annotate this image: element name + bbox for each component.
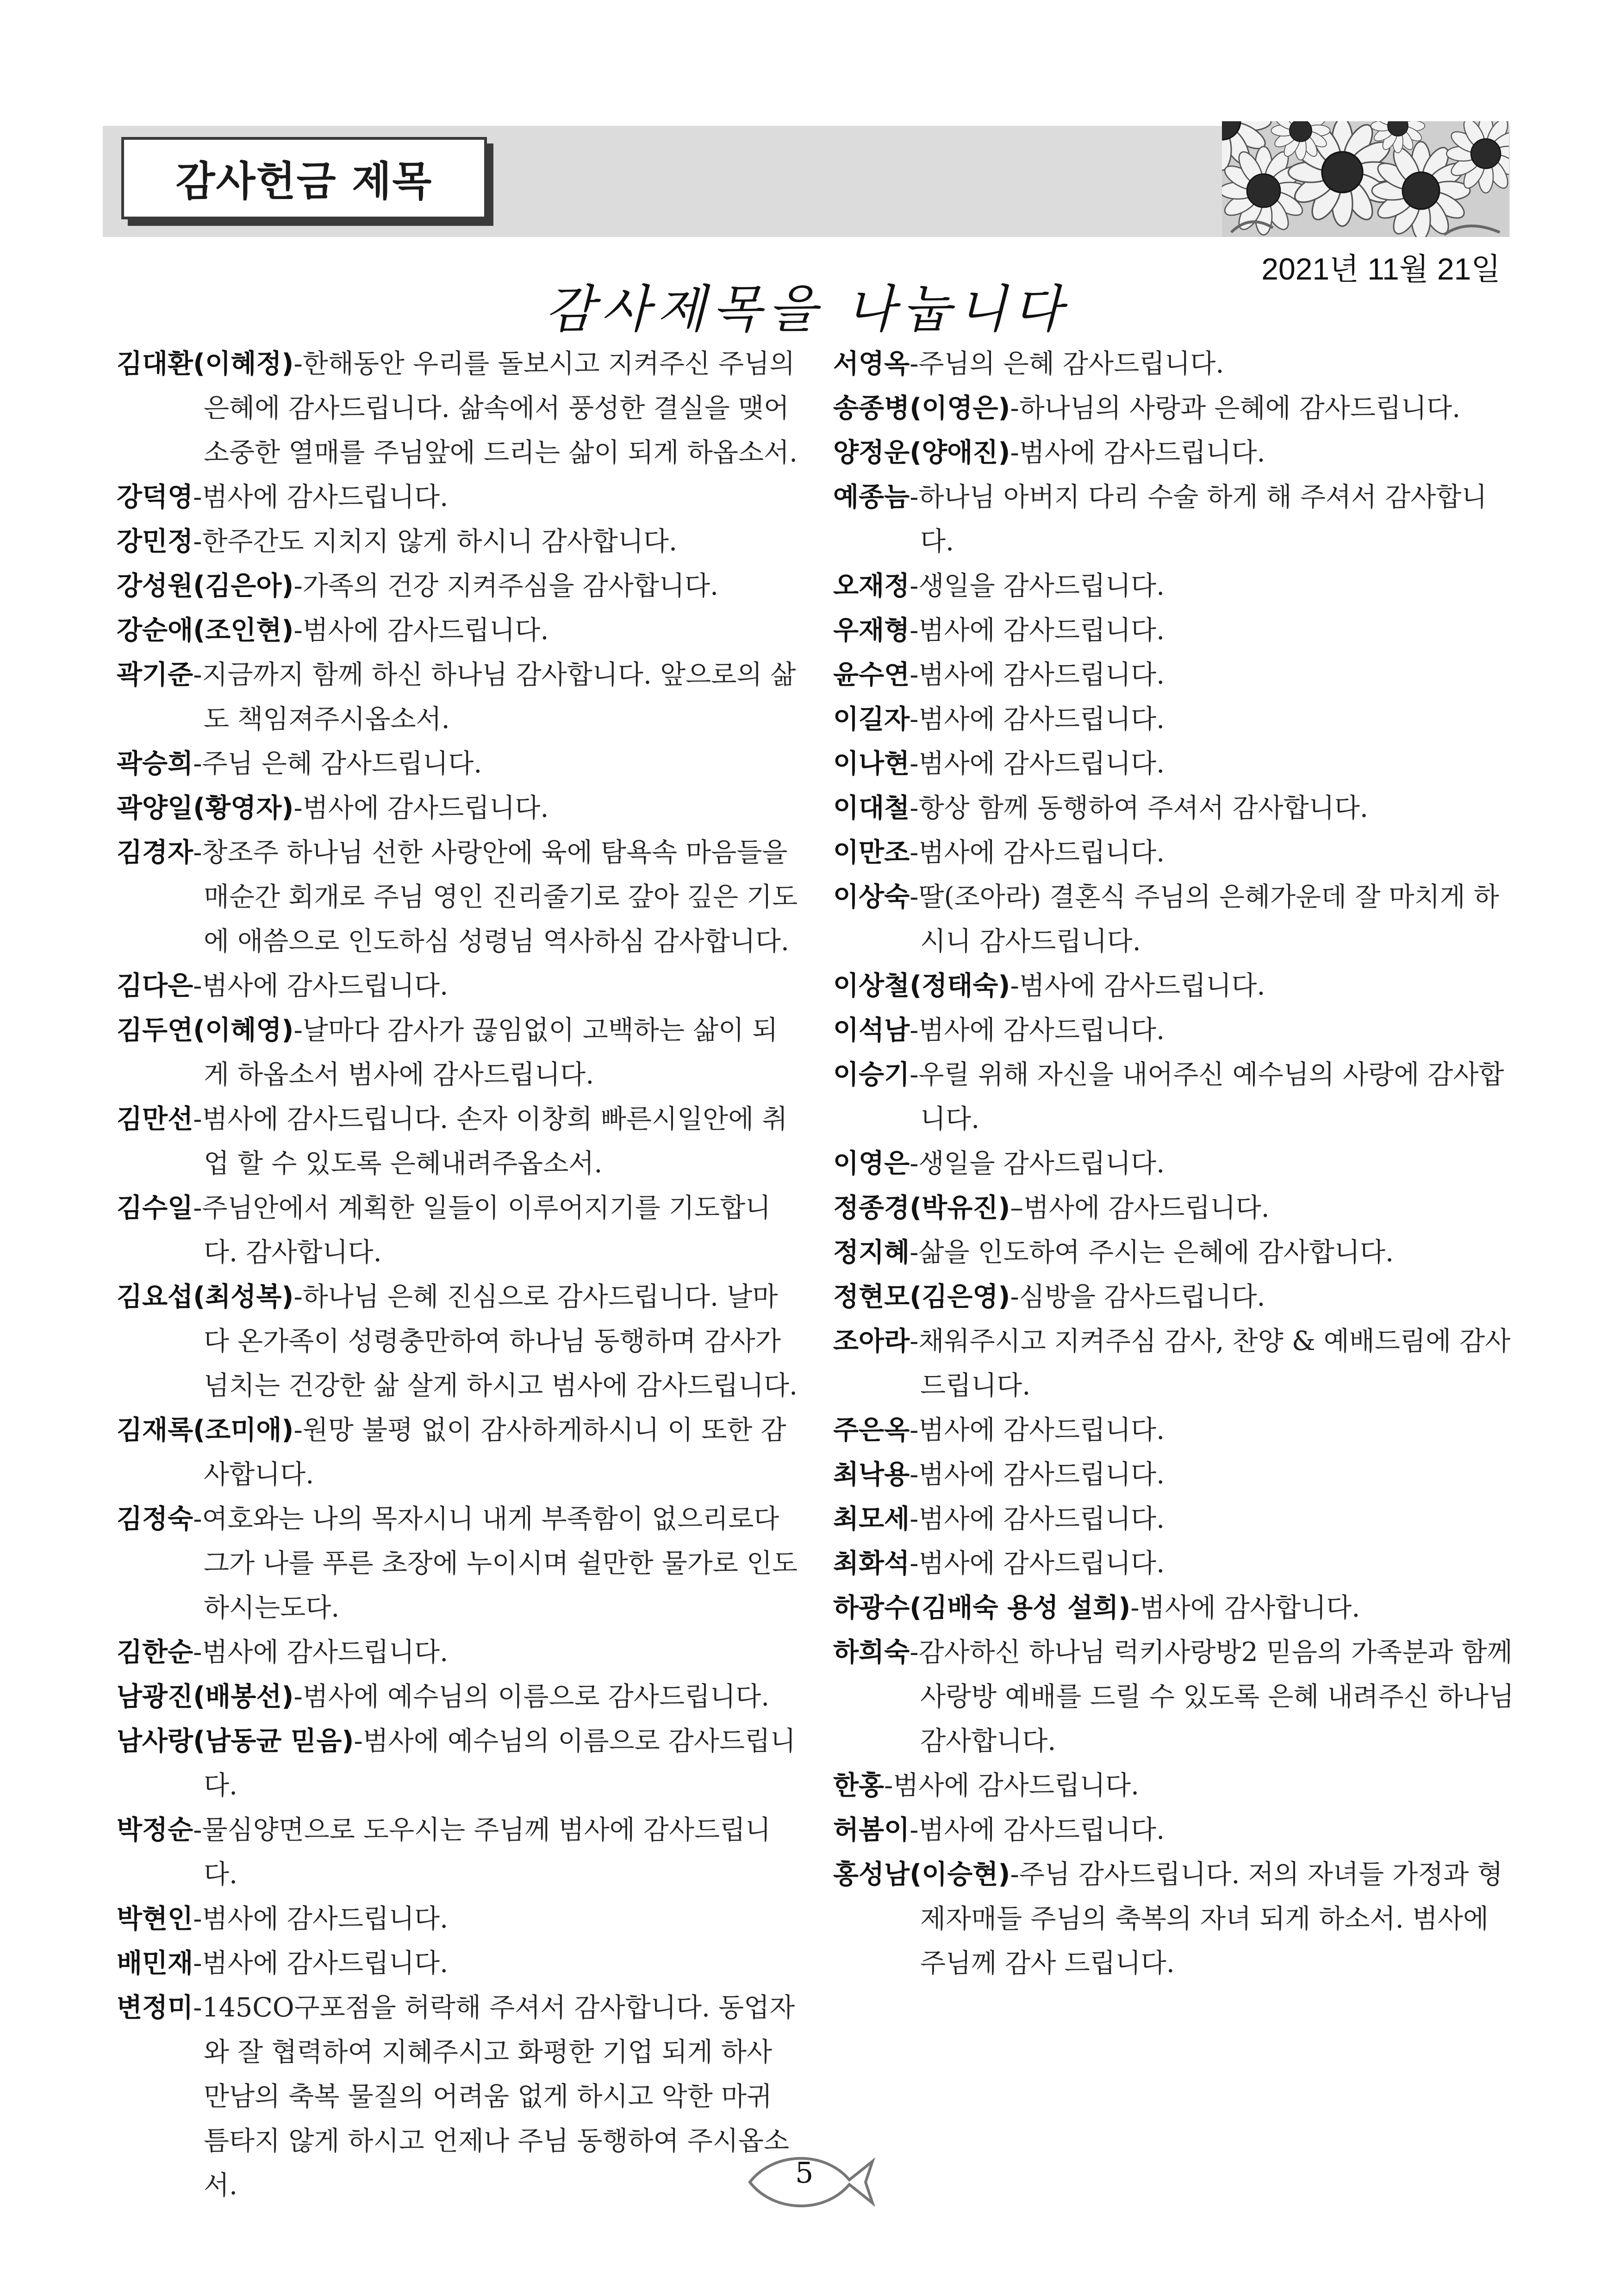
entry-name: 강덕영 <box>117 482 193 512</box>
prayer-entry <box>833 653 1518 697</box>
entry-name: 정현모(김은영) <box>833 1282 1010 1312</box>
entry-text: -범사에 감사드립니다. <box>193 971 449 1001</box>
entry-name: 곽기준 <box>117 660 193 690</box>
entry-text: -한주간도 지치지 않게 하시니 감사합니다. <box>193 526 678 557</box>
entry-text: -채워주시고 지켜주심 감사, 찬양 & 예배드림에 감사드립니다. <box>910 1326 1511 1401</box>
entry-name: 이만조 <box>833 837 910 868</box>
entry-name: 주은옥 <box>833 1415 910 1445</box>
prayer-entry <box>833 1763 1518 1808</box>
right-column <box>833 342 1518 1985</box>
page-number-badge <box>741 2147 879 2217</box>
prayer-entry <box>117 1275 802 1408</box>
entry-text: -범사에 예수님의 이름으로 감사드립니다. <box>204 1726 796 1801</box>
prayer-entry <box>117 608 802 653</box>
entry-text: -범사에 감사합니다. <box>1130 1593 1360 1623</box>
entry-name: 우재형 <box>833 615 910 646</box>
entry-text: -항상 함께 동행하여 주셔서 감사합니다. <box>910 793 1369 823</box>
entry-text: -날마다 감사가 끊임없이 고백하는 삶이 되게 하옵소서 범사에 감사드립니다. <box>204 1015 778 1090</box>
entry-text: -범사에 감사드립니다. <box>910 704 1165 734</box>
entry-text: -여호와는 나의 목자시니 내게 부족함이 없으리로다 그가 나를 푸른 초장에 누이시며 쉴만한 물가로 인도하시는도다. <box>193 1504 798 1623</box>
entry-text: -주님의 은혜 감사드립니다. <box>910 348 1224 379</box>
prayer-entry <box>833 342 1518 386</box>
entry-name: 윤수연 <box>833 660 910 690</box>
entry-text: -주님안에서 계획한 일들이 이루어지기를 기도합니다. 감사합니다. <box>193 1193 771 1268</box>
entry-text: -생일을 감사드립니다. <box>910 1148 1165 1179</box>
entry-name: 강성원(김은아) <box>117 571 294 601</box>
entry-text: -범사에 감사드립니다. <box>910 1015 1165 1045</box>
entry-name: 허봄이 <box>833 1815 910 1845</box>
entry-name: 최낙용 <box>833 1459 910 1490</box>
left-column <box>117 342 802 2208</box>
entry-name: 하광수(김배숙 용성 설희) <box>833 1593 1131 1623</box>
prayer-entry <box>117 1674 802 1719</box>
entry-name: 서영옥 <box>833 348 910 379</box>
entry-name: 변정미 <box>117 1992 193 2023</box>
section-title: 감사헌금 제목 <box>175 157 433 205</box>
entry-text: -범사에 감사드립니다. <box>293 793 549 823</box>
entry-text: -범사에 감사드립니다. <box>910 660 1165 690</box>
prayer-entry <box>117 1408 802 1497</box>
entry-text: -범사에 감사드립니다. <box>884 1770 1140 1801</box>
entry-name: 이영은 <box>833 1148 910 1179</box>
page-number: 5 <box>795 2156 814 2190</box>
entry-name: 김만선 <box>117 1104 193 1134</box>
prayer-entry <box>833 786 1518 830</box>
prayer-entry <box>117 1008 802 1097</box>
entry-text: -범사에 예수님의 이름으로 감사드립니다. <box>293 1681 770 1712</box>
prayer-entry <box>833 1186 1518 1230</box>
entry-name: 곽양일(황영자) <box>117 793 294 823</box>
entry-text: -하나님의 사랑과 은혜에 감사드립니다. <box>1010 393 1461 423</box>
prayer-entry <box>833 1452 1518 1497</box>
entry-text: -범사에 감사드립니다. <box>910 1459 1165 1490</box>
issue-date: 2021년 11월 21일 <box>1261 252 1501 286</box>
sunflower-illustration <box>1222 121 1509 237</box>
entry-text: -범사에 감사드립니다. <box>193 1948 449 1979</box>
prayer-entry <box>117 1808 802 1897</box>
prayer-entry <box>833 697 1518 741</box>
prayer-entry <box>833 1275 1518 1319</box>
entry-text: -주님 은혜 감사드립니다. <box>193 748 482 779</box>
section-title-box <box>121 137 487 219</box>
entry-name: 오재정 <box>833 571 910 601</box>
prayer-entry <box>833 1852 1518 1985</box>
prayer-entry <box>117 1497 802 1630</box>
entry-name: 김경자 <box>117 837 193 868</box>
entry-text: -물심양면으로 도우시는 주님께 범사에 감사드립니다. <box>193 1815 771 1890</box>
entry-text: -범사에 감사드립니다. <box>1010 971 1265 1001</box>
entry-name: 김한순 <box>117 1637 193 1668</box>
entry-text: -하나님 아버지 다리 수술 하게 해 주셔서 감사합니다. <box>910 482 1487 557</box>
entry-name: 남광진(배봉선) <box>117 1681 294 1712</box>
entry-text: –범사에 감사드립니다. <box>1010 1193 1270 1223</box>
entry-text: -145CO구포점을 허락해 주셔서 감사합니다. 동업자와 잘 협력하여 지혜주시고 화평한 기업 되게 하사 만남의 축복 물질의 어려움 없게 하시고 악한 마귀 틈타지 않게 하시고 언제나 주님 동행하여 주시옵소서. <box>193 1992 795 2201</box>
entry-name: 김요섭(최성복) <box>117 1282 294 1312</box>
prayer-entry <box>833 1497 1518 1541</box>
prayer-entry <box>117 786 802 830</box>
prayer-entry <box>117 1097 802 1186</box>
entry-name: 강순애(조인현) <box>117 615 294 646</box>
entry-name: 양정운(양애진) <box>833 437 1010 468</box>
prayer-entry <box>833 964 1518 1008</box>
prayer-entry <box>833 1008 1518 1052</box>
entry-name: 김수일 <box>117 1193 193 1223</box>
entry-text: -생일을 감사드립니다. <box>910 571 1165 601</box>
entry-name: 곽승희 <box>117 748 193 779</box>
entry-name: 한홍 <box>833 1770 885 1801</box>
entry-text: -범사에 감사드립니다. <box>910 1415 1165 1445</box>
prayer-entry <box>117 564 802 608</box>
prayer-entry <box>833 475 1518 564</box>
entry-name: 하희숙 <box>833 1637 910 1668</box>
entry-text: -범사에 감사드립니다. <box>910 1548 1165 1579</box>
entry-name: 최화석 <box>833 1548 910 1579</box>
prayer-entry <box>833 1319 1518 1408</box>
entry-name: 이나현 <box>833 748 910 779</box>
prayer-entry <box>117 964 802 1008</box>
prayer-entry <box>117 1941 802 1985</box>
entry-text: -지금까지 함께 하신 하나님 감사합니다. 앞으로의 삶도 책임져주시옵소서. <box>193 660 796 734</box>
entry-text: -범사에 감사드립니다. <box>910 615 1165 646</box>
prayer-entry <box>117 475 802 519</box>
entry-text: -창조주 하나님 선한 사랑안에 육에 탐욕속 마음들을 매순간 회개로 주님 영인 진리줄기로 갚아 깊은 기도에 애씀으로 인도하심 성령님 역사하심 감사합니다. <box>193 837 798 957</box>
prayer-entry <box>833 1586 1518 1630</box>
prayer-entry <box>117 653 802 741</box>
entry-name: 김정숙 <box>117 1504 193 1534</box>
entry-name: 이상숙 <box>833 882 910 912</box>
prayer-entry <box>117 1630 802 1674</box>
prayer-entry <box>833 830 1518 875</box>
entry-text: -범사에 감사드립니다. <box>1010 437 1265 468</box>
entry-name: 정종경(박유진) <box>833 1193 1010 1223</box>
entry-text: -범사에 감사드립니다. <box>193 1904 449 1934</box>
entry-name: 남사랑(남동균 믿음) <box>117 1726 354 1756</box>
entry-name: 정지혜 <box>833 1237 910 1268</box>
prayer-entry <box>833 386 1518 430</box>
prayer-entry <box>833 741 1518 786</box>
prayer-entry <box>833 1052 1518 1141</box>
entry-text: -감사하신 하나님 럭키사랑방2 믿음의 가족분과 함께 사랑방 예배를 드릴 수 있도록 은혜 내려주신 하나님 감사합니다. <box>910 1637 1514 1756</box>
entry-name: 김다은 <box>117 971 193 1001</box>
entry-name: 박정순 <box>117 1815 193 1845</box>
entry-text: -범사에 감사드립니다. <box>193 482 449 512</box>
entry-name: 박현인 <box>117 1904 193 1934</box>
entry-name: 이상철(정태숙) <box>833 971 1010 1001</box>
prayer-entry <box>833 564 1518 608</box>
entry-text: -삶을 인도하여 주시는 은혜에 감사합니다. <box>910 1237 1394 1268</box>
prayer-entry <box>833 1230 1518 1275</box>
entry-text: -딸(조아라) 결혼식 주님의 은혜가운데 잘 마치게 하시니 감사드립니다. <box>910 882 1499 957</box>
prayer-entry <box>833 608 1518 653</box>
entry-text: -범사에 감사드립니다. <box>910 748 1165 779</box>
entry-text: -범사에 감사드립니다. <box>193 1637 449 1668</box>
prayer-entry <box>833 1808 1518 1852</box>
prayer-entry <box>833 1141 1518 1186</box>
prayer-entry <box>833 1408 1518 1452</box>
prayer-entry <box>117 342 802 475</box>
subtitle-handwritten: 감사제목을 나눕니다 <box>545 280 1069 339</box>
entry-text: -심방을 감사드립니다. <box>1010 1282 1265 1312</box>
prayer-entry <box>117 1897 802 1941</box>
entry-name: 김두연(이혜영) <box>117 1015 294 1045</box>
entry-name: 조아라 <box>833 1326 910 1356</box>
entry-text: -범사에 감사드립니다. 손자 이창희 빠른시일안에 취업 할 수 있도록 은혜내려주옵소서. <box>193 1104 788 1179</box>
prayer-entry <box>117 741 802 786</box>
prayer-entry <box>833 1541 1518 1586</box>
prayer-entry <box>117 1985 802 2208</box>
entry-name: 배민재 <box>117 1948 193 1979</box>
entry-name: 이대철 <box>833 793 910 823</box>
entry-name: 강민정 <box>117 526 193 557</box>
prayer-entry <box>117 830 802 964</box>
entry-name: 최모세 <box>833 1504 910 1534</box>
prayer-entry <box>833 875 1518 964</box>
prayer-entry <box>833 430 1518 475</box>
entry-name: 송종병(이영은) <box>833 393 1010 423</box>
entry-text: -하나님 은혜 진심으로 감사드립니다. 날마다 온가족이 성령충만하여 하나님 동행하며 감사가 넘치는 건강한 삶 살게 하시고 범사에 감사드립니다. <box>204 1282 798 1401</box>
entry-text: -범사에 감사드립니다. <box>293 615 549 646</box>
entry-text: -가족의 건강 지켜주심을 감사합니다. <box>293 571 719 601</box>
entry-text: -우릴 위해 자신을 내어주신 예수님의 사랑에 감사합니다. <box>910 1059 1504 1134</box>
prayer-entry <box>833 1630 1518 1763</box>
entry-name: 김재록(조미애) <box>117 1415 294 1445</box>
entry-name: 예종늠 <box>833 482 910 512</box>
entry-name: 이승기 <box>833 1059 910 1090</box>
entry-name: 김대환(이혜정) <box>117 348 294 379</box>
entry-text: -한해동안 우리를 돌보시고 지켜주신 주님의 은혜에 감사드립니다. 삶속에서 풍성한 결실을 맺어 소중한 열매를 주님앞에 드리는 삶이 되게 하옵소서. <box>204 348 798 468</box>
entry-text: -범사에 감사드립니다. <box>910 1815 1165 1845</box>
entry-name: 이길자 <box>833 704 910 734</box>
entry-text: -주님 감사드립니다. 저의 자녀들 가정과 형제자매들 주님의 축복의 자녀 되게 하소서. 범사에 주님께 감사 드립니다. <box>920 1859 1503 1979</box>
entry-text: -범사에 감사드립니다. <box>910 837 1165 868</box>
entry-text: -원망 불평 없이 감사하게하시니 이 또한 감사합니다. <box>204 1415 786 1490</box>
prayer-entry <box>117 1719 802 1808</box>
prayer-entry <box>117 519 802 564</box>
entry-name: 홍성남(이승현) <box>833 1859 1010 1890</box>
entry-name: 이석남 <box>833 1015 910 1045</box>
entry-text: -범사에 감사드립니다. <box>910 1504 1165 1534</box>
prayer-entry <box>117 1186 802 1275</box>
